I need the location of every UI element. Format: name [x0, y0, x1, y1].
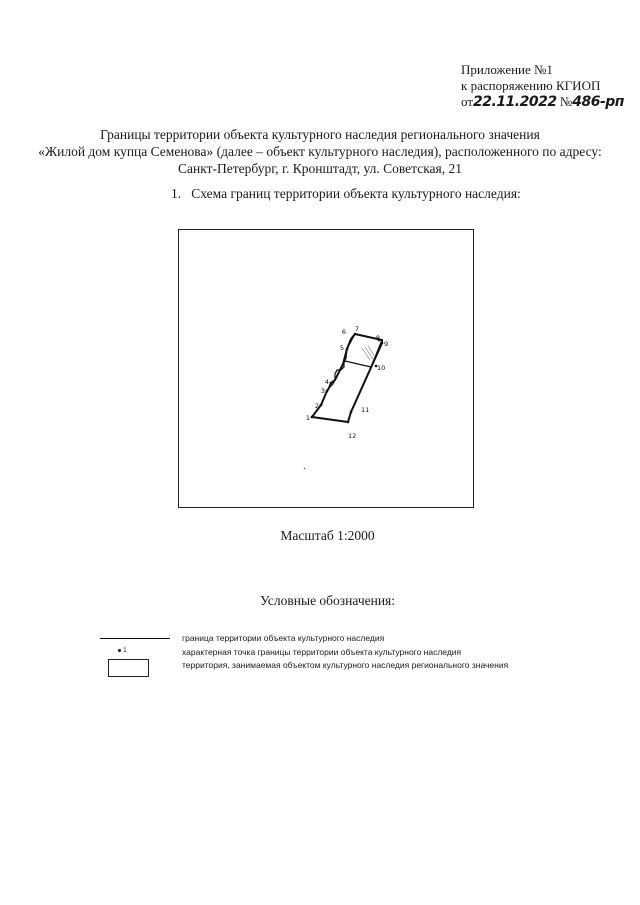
boundary-point: [311, 416, 314, 419]
boundary-point: [330, 382, 333, 385]
legend-item-point: характерная точка границы территории объекта культурного наследия: [182, 647, 462, 657]
territory-rect-symbol: [108, 659, 149, 677]
hatch-line: [368, 346, 375, 357]
boundary-map-frame: [178, 229, 474, 508]
appendix-title: Приложение №1: [461, 62, 553, 77]
boundary-point: [354, 333, 357, 336]
point-label-6: 6: [341, 328, 346, 336]
point-label-11: 11: [361, 406, 370, 414]
point-label-12: 12: [348, 432, 357, 440]
point-labels: [306, 325, 388, 440]
title-line-3: Санкт-Петербург, г. Кронштадт, ул. Советская, 21: [178, 161, 462, 176]
hatch-line: [365, 347, 373, 359]
section-text: Схема границ территории объекта культурного наследия:: [191, 186, 521, 201]
document-title: [0, 126, 640, 177]
point-label-8: 8: [375, 334, 381, 342]
boundary-point: [347, 421, 350, 424]
point-label-2: 2: [314, 402, 319, 410]
legend-title: Условные обозначения:: [259, 593, 396, 608]
appendix-header: [461, 62, 624, 110]
legend-item-boundary: граница территории объекта культурного наследия: [182, 633, 385, 643]
legend-item-territory: территория, занимаемая объектом культурного наследия регионального значения: [182, 660, 509, 670]
point-label-9: 9: [384, 340, 389, 348]
point-label-7: 7: [354, 325, 360, 333]
boundary-point: [326, 390, 329, 393]
point-dot-icon: [118, 649, 121, 652]
number-prefix: №: [559, 94, 573, 109]
point-symbol-label: 1: [123, 647, 127, 654]
appendix-date-line: [461, 94, 624, 110]
point-label-10: 10: [377, 364, 386, 372]
point-label-5: 5: [339, 344, 344, 352]
hatch-line: [362, 348, 370, 360]
boundary-point: [381, 342, 384, 345]
territory-boundary: [312, 334, 382, 422]
boundary-point-symbol: [118, 647, 127, 654]
boundary-point: [346, 348, 349, 351]
section-heading: [171, 186, 521, 202]
point-label-1: 1: [305, 414, 310, 422]
point-label-3: 3: [320, 387, 325, 395]
handwritten-number: 486-рп: [572, 94, 624, 110]
map-scale: Масштаб 1:2000: [280, 528, 375, 543]
boundary-line-symbol: [100, 638, 170, 639]
appendix-order-ref: к распоряжению КГИОП: [461, 78, 601, 93]
title-line-1: Границы территории объекта культурного наследия регионального значения: [100, 127, 540, 142]
boundary-point: [320, 404, 323, 407]
boundary-map: [179, 230, 475, 509]
map-speck: [304, 468, 305, 469]
section-number: 1.: [171, 186, 182, 201]
boundary-point: [350, 411, 353, 414]
date-prefix: от: [461, 94, 474, 109]
title-line-2: «Жилой дом купца Семенова» (далее – объект культурного наследия), расположенного по адресу:: [38, 144, 602, 159]
handwritten-date: 22.11.2022: [473, 94, 557, 110]
point-label-4: 4: [324, 378, 329, 386]
